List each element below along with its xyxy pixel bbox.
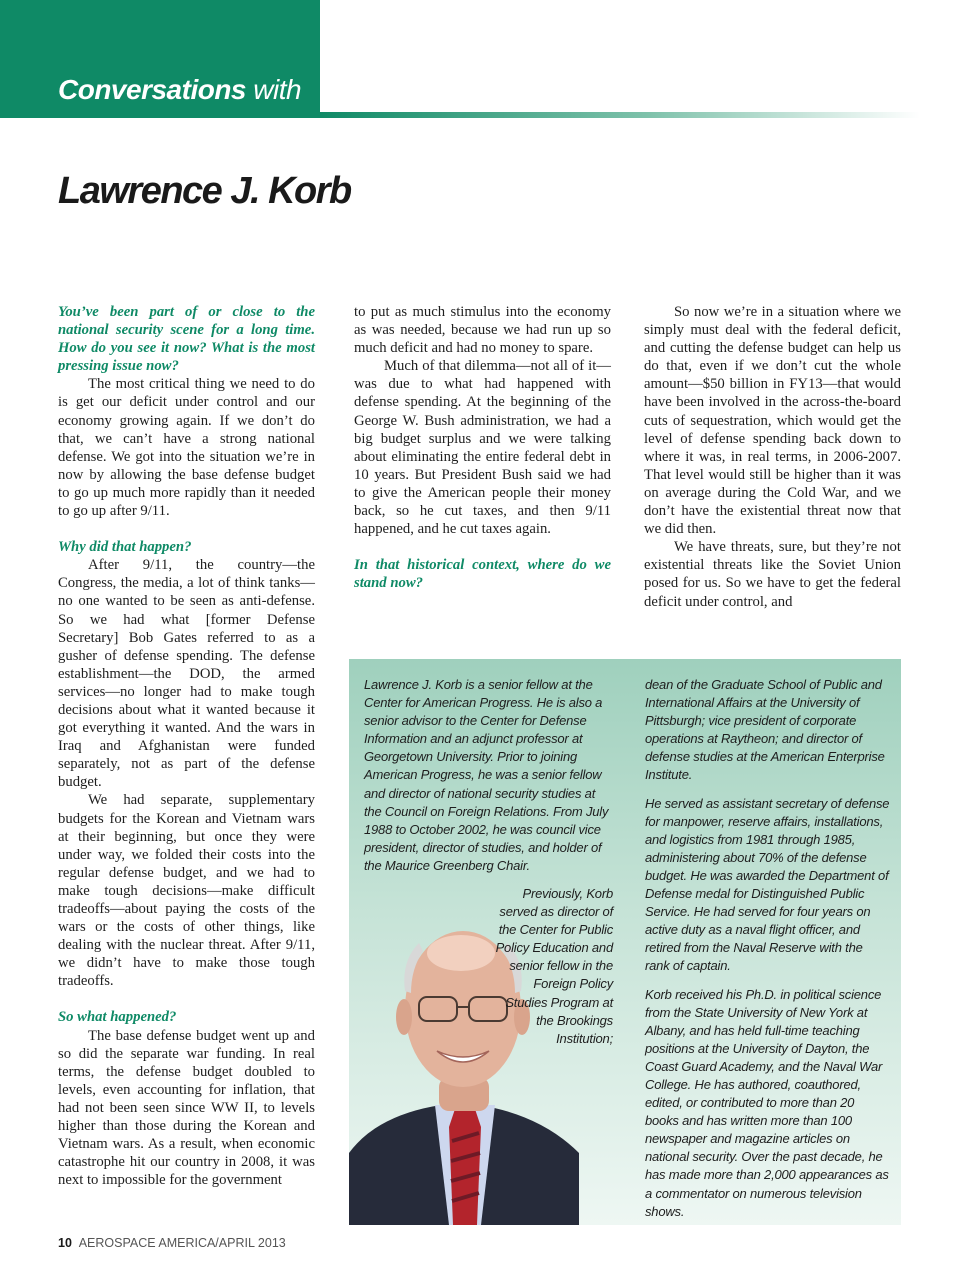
page-number: 10: [58, 1236, 72, 1250]
bio-sidebar: [349, 659, 901, 1225]
answer-paragraph: After 9/11, the country—the Congress, the media, a lot of think tanks—no one wanted to be seen as anti-defense. So we had what [former Defense Secretary] Bob Gates referred to as a gusher of defense spending. The defense establishment—the DOD, the armed services—no longer had to make tough decisions about what it wanted because it got everything it wanted. And the wars in Iraq and Afghanistan were funded separately, not as part of the defense budget.: [58, 557, 315, 791]
bio-right-column: [645, 676, 890, 1225]
answer-paragraph: We had separate, supplementary budgets for the Korean and Vietnam wars at their beginning, but once they were under way, we folded their costs into the regular defense budget, and we had to make tough decisions—make difficult tradeoffs—about paying the costs of the wars or the costs of other things, like dealing with the nuclear threat. After 9/11, we didn’t have to make those tough tradeoffs.: [58, 792, 315, 990]
section-title: [58, 74, 301, 106]
header-rule: [320, 112, 920, 118]
answer-paragraph: The base defense budget went up and so did the separate war funding. In real terms, the defense budget doubled to levels, even accounting for inflation, that had not been seen since WW II, to levels higher than those during the Korean and Vietnam wars. As a result, when economic catastrophe hit our country in 2008, it was next to impossible for the government: [58, 1027, 315, 1189]
article-column-3: [644, 303, 901, 611]
bald-head-highlight: [427, 935, 495, 971]
interviewee-name: Lawrence J. Korb: [58, 170, 351, 212]
article-column-2: [354, 303, 611, 592]
answer-paragraph: We have threats, sure, but they’re not existential threats like the Soviet Union posed for us. So we have to get the federal deficit under control, and: [644, 539, 901, 610]
question: You’ve been part of or close to the national security scene for a long time. How do you see it now? What is the most pressing issue now?: [58, 304, 315, 375]
answer-paragraph: to put as much stimulus into the economy as was needed, because we had run up so much deficit and had no money to spare.: [354, 304, 611, 357]
necktie: [449, 1109, 481, 1225]
bio-previously: Previously, Korb served as director of the Center for Public Policy Education and senior fellow in the Foreign Policy Studies Program at the Brookings Institution;: [495, 886, 613, 1046]
question: Why did that happen?: [58, 539, 192, 556]
bio-intro: Lawrence J. Korb is a senior fellow at the Center for American Progress. He is also a senior advisor to the Center for Defense Information and an adjunct professor at Georgetown University. Prior to joining American Progress, he was a senior fellow and director of national security studies at the Council on Foreign Relations. From July 1988 to October 2002, he was council vice president, director of studies, and holder of the Maurice Greenberg Chair.: [364, 677, 609, 873]
section-title-light: with: [253, 74, 302, 105]
bio-paragraph: dean of the Graduate School of Public and International Affairs at the University of Pittsburgh; vice president of corporate operations at Raytheon; and director of defense studies at the American Enterprise Institute.: [645, 677, 885, 783]
section-title-bold: Conversations: [58, 74, 246, 105]
page-footer: [58, 1236, 286, 1250]
answer-paragraph: The most critical thing we need to do is get our deficit under control and our economy growing again. If we don’t do that, we can’t have a strong national defense. We got into the situation we’re in now by allowing the base defense budget to go up much more rapidly than it needed to go up after 9/11.: [58, 376, 315, 520]
bio-paragraph: He served as assistant secretary of defense for manpower, reserve affairs, installations, and logistics from 1981 through 1985, administering about 70% of the defense budget. He was awarded the Department of Defense medal for Distinguished Public Service. He had served for four years on active duty as a naval flight officer, and retired from the Naval Reserve with the rank of captain.: [645, 795, 890, 974]
answer-paragraph: So now we’re in a situation where we simply must deal with the federal deficit, and cutting the defense budget can help us do that, even if we don’t cut the whole amount—$50 billion in FY13—that would have been involved in the across-the-board cuts of sequestration, which would get the level of defense spending back down to where it was, in real terms, in 2006-2007. That level would still be higher than it was on average during the Cold War, and we don’t have the existential threat now that we did then.: [644, 304, 901, 538]
article-column-1: [58, 303, 315, 1189]
bio-paragraph: Korb received his Ph.D. in political science from the State University of New York at Albany, and has held full-time teaching positions at the University of Dayton, the Coast Guard Academy, and the Naval War College. He has authored, coauthored, edited, or contributed to more than 20 books and has written more than 100 newspaper and magazine articles on national security. Over the past decade, he has made more than 2,000 appearances as a commentator on numerous television shows.: [645, 986, 889, 1219]
ear-left: [396, 999, 412, 1035]
question: So what happened?: [58, 1009, 177, 1026]
question: In that historical context, where do we stand now?: [354, 557, 611, 592]
answer-paragraph: Much of that dilemma—not all of it—was due to what had happened with defense spending. At the beginning of the George W. Bush administration, we had a big budget surplus and we were talking about eliminating the entire federal debt in 10 years. But President Bush said we had to give the American people their money back, so he cut taxes, and then 9/11 happened, and he cut taxes again.: [354, 358, 611, 538]
publication-name: AEROSPACE AMERICA/APRIL 2013: [78, 1236, 286, 1250]
